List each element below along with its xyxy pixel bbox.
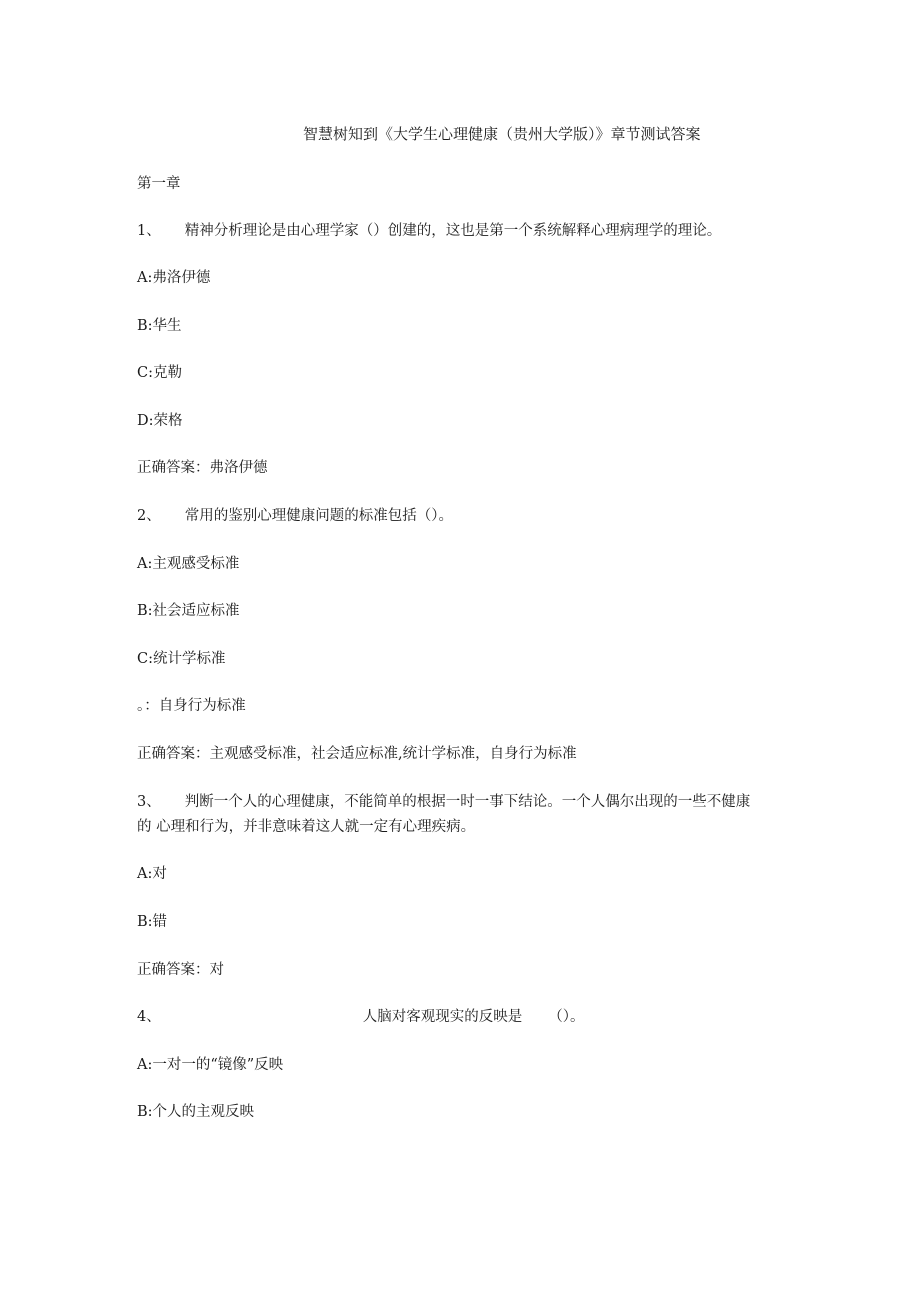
question-number: 1、	[137, 223, 161, 239]
question-text: 精神分析理论是由心理学家（）创建的，这也是第一个系统解释心理病理学的理论。	[184, 223, 722, 239]
option-a: A:主观感受标准	[137, 556, 240, 572]
question-number: 2、	[137, 508, 161, 524]
answer: 正确答案：弗洛伊德	[137, 460, 268, 476]
question-number: 4、	[137, 1009, 161, 1025]
question-3	[137, 792, 750, 812]
answer: 正确答案：对	[137, 962, 224, 978]
question-text: 人脑对客观现实的反映是	[362, 1009, 523, 1025]
question-text-line-2: 的 心理和行为，并非意味着这人就一定有心理疾病。	[137, 819, 476, 835]
question-text-line-1: 判断一个人的心理健康，不能简单的根据一时一事下结论。一个人偶尔出现的一些不健康	[184, 794, 751, 810]
option-a: A:对	[137, 866, 167, 882]
question-1	[137, 221, 721, 241]
option-c: C:克勒	[137, 365, 182, 381]
chapter-heading: 第一章	[137, 176, 181, 192]
option-a: A:弗洛伊德	[137, 270, 211, 286]
option-b: B:华生	[137, 318, 182, 334]
question-2	[137, 506, 453, 526]
option-b: B:社会适应标准	[137, 603, 240, 619]
question-4	[137, 1007, 584, 1027]
option-b: B:个人的主观反映	[137, 1104, 255, 1120]
document-title: 智慧树知到《大学生心理健康（贵州大学版）》章节测试答案	[303, 125, 701, 143]
question-number: 3、	[137, 794, 161, 810]
option-a: A:一对一的“镜像”反映	[137, 1057, 284, 1073]
option-c: C:统计学标准	[137, 651, 226, 667]
answer: 正确答案：主观感受标准，社会适应标准,统计学标准，自身行为标准	[137, 746, 577, 762]
question-text: 常用的鉴别心理健康问题的标准包括（）。	[184, 508, 453, 524]
question-blank: （）。	[548, 1009, 585, 1025]
option-d: 。：自身行为标准	[137, 698, 246, 714]
option-d: D:荣格	[137, 413, 183, 429]
option-b: B:错	[137, 914, 168, 930]
